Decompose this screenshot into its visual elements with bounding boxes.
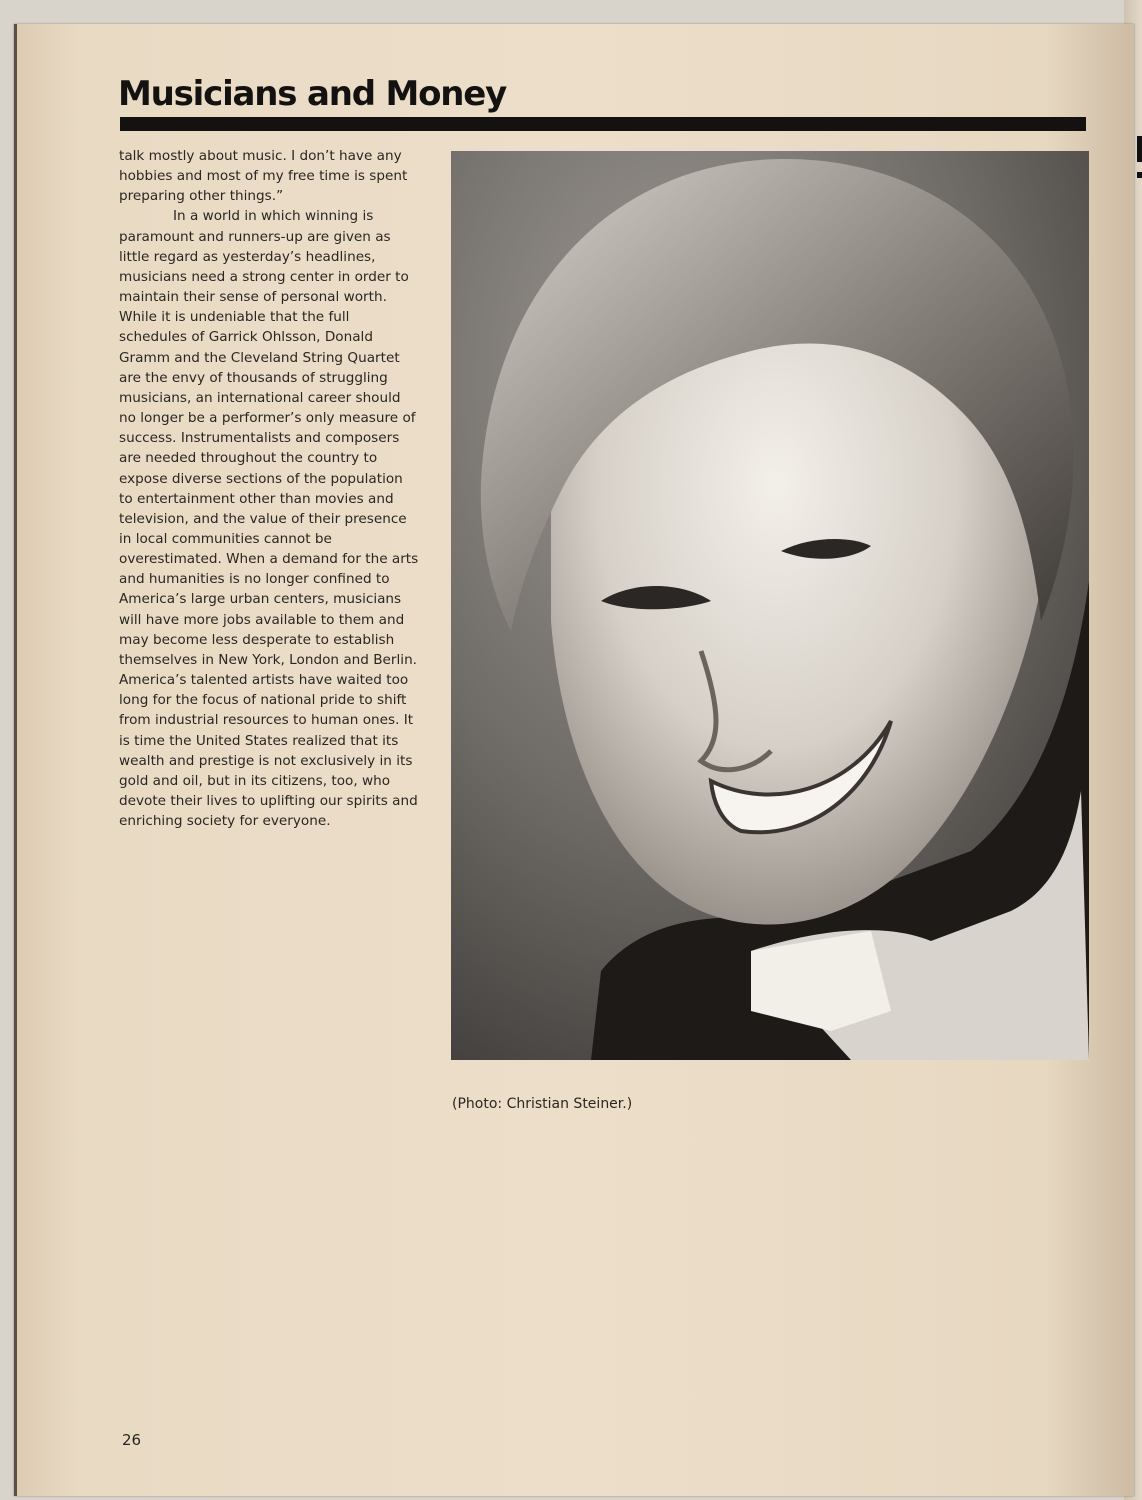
page-binding-edge	[14, 24, 17, 1496]
portrait-photo	[451, 151, 1089, 1060]
title-rule	[120, 117, 1086, 131]
adjacent-page-mark	[1137, 172, 1142, 178]
page-number: 26	[122, 1431, 142, 1449]
article-paragraph: In a world in which winning is paramount and runners-up are given as little regard as yesterday’s headlines, musicians need a strong center in order to maintain their sense of personal worth. While it is undeniable that the full schedules of Garrick Ohlsson, Donald Gramm and the Cleveland String Quartet are the envy of thousands of struggling musicians, an international career should no longer be a performer’s only measure of success. Instrumentalists and composers are needed throughout the country to expose diverse sections of the population to entertainment other than movies and television, and the value of their presence in local communities cannot be overestimated. When a demand for the arts and humanities is no longer confined to America’s large urban centers, musicians will have more jobs available to them and may become less desperate to establish themselves in New York, London and Berlin. America’s talented artists have waited too long for the focus of national pride to shift from industrial resources to human ones. It is time the United States realized that its wealth and prestige is not exclusively in its gold and oil, but in its citizens, too, who devote their lives to uplifting our spirits and enriching society for everyone.	[119, 208, 419, 830]
photo-caption: (Photo: Christian Steiner.)	[452, 1096, 633, 1112]
adjacent-page-mark	[1137, 136, 1142, 162]
article-body	[119, 146, 419, 831]
article-paragraph: talk mostly about music. I don’t have any hobbies and most of my free time is spent preparing other things.”	[119, 148, 408, 205]
article-title: Musicians and Money	[118, 74, 507, 114]
